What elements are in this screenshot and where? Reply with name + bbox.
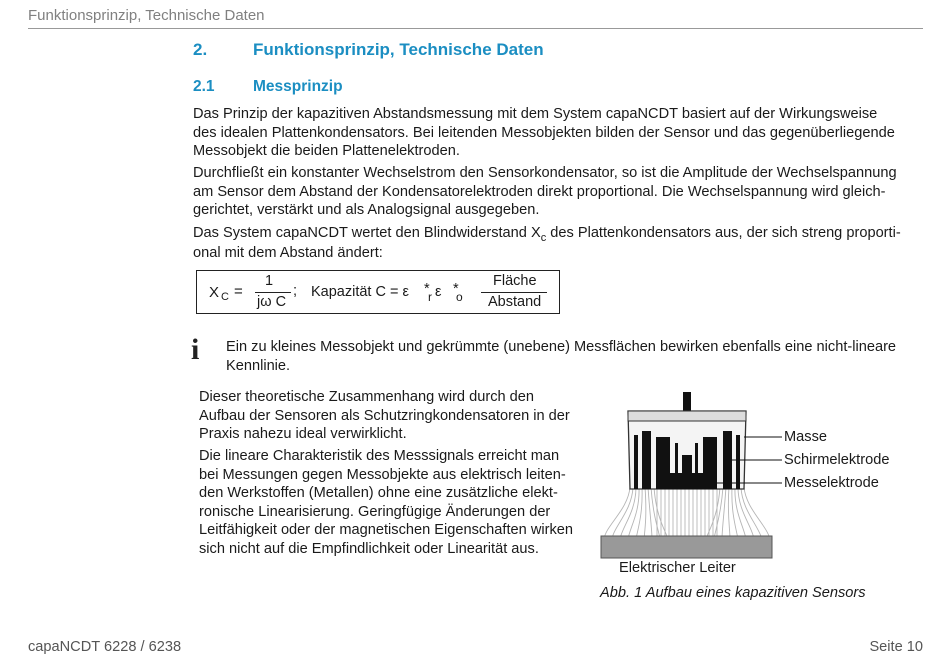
field-lines (604, 487, 770, 539)
header-divider (28, 28, 923, 29)
paragraph-line: Durchfließt ein konstanter Wechselstrom den Sensorkondensator, so ist die Amplitude der Wechselspannung (193, 165, 897, 181)
formula-x: X (209, 284, 220, 301)
info-note-line: Kennlinie. (226, 357, 291, 374)
paragraph-line: des idealen Plattenkondensators. Bei leitenden Messobjekten bilden der Sensor und das gegenüberliegende (193, 124, 895, 141)
formula-fraction2-bar (481, 292, 547, 293)
paragraph-reactance (193, 224, 928, 262)
reactance-text-before: Das System capaNCDT wertet den Blindwiderstand X (193, 225, 541, 241)
label-elektrischer-leiter: Elektrischer Leiter (619, 560, 736, 576)
paragraph-line: ronische Linearisierung. Geringfügige Änderungen der (199, 503, 551, 520)
paragraph-line: Dieser theoretische Zusammenhang wird durch den (199, 389, 535, 405)
conductor-plate (601, 536, 772, 558)
paragraph-line: Leitfähigkeit oder der magnetischen Eigenschaften wirken (199, 522, 573, 538)
formula-fraction1-bar (255, 292, 291, 293)
info-icon: i (191, 333, 200, 366)
formula-fraction1-denominator: jω C (257, 294, 287, 310)
footer-page-number: Seite 10 (869, 639, 923, 655)
paragraph-line: onal mit dem Abstand ändert: (193, 244, 383, 261)
paragraph-line: Praxis nahezu ideal verwirklicht. (199, 426, 407, 442)
formula-epsilon: ε (435, 284, 442, 300)
figure-caption: Abb. 1 Aufbau eines kapazitiven Sensors (600, 585, 866, 601)
paragraph-guard-ring (199, 388, 599, 444)
paragraph-line: gerichtet, verstärkt und als Analogsignal ausgegeben. (193, 202, 540, 218)
formula-epsilon-o-subscript: o (456, 290, 463, 304)
running-header: Funktionsprinzip, Technische Daten (28, 7, 265, 24)
paragraph-plate-capacitor (193, 105, 928, 161)
formula-multiply-1: * (424, 281, 430, 297)
paragraph-linearity (199, 447, 599, 558)
paragraph-line: sich nicht auf die Empfindlichkeit oder Linearität aus. (199, 540, 539, 557)
measuring-electrode (663, 473, 711, 489)
section-number: 2. (193, 40, 208, 59)
paragraph-line: Die lineare Charakteristik des Messsignals erreicht man (199, 448, 560, 464)
paragraph-line (193, 224, 928, 244)
subsection-number: 2.1 (193, 78, 215, 95)
paragraph-line: Das Prinzip der kapazitiven Abstandsmessung mit dem System capaNCDT basiert auf der Wirkungsweise (193, 106, 878, 122)
section-title: Funktionsprinzip, Technische Daten (253, 40, 544, 59)
formula-fraction2-numerator: Fläche (493, 273, 537, 289)
label-messelektrode: Messelektrode (784, 475, 879, 491)
formula-multiply-2: * (453, 281, 459, 297)
housing-top (628, 411, 746, 421)
info-note-line: Ein zu kleines Messobjekt und gekrümmte (unebene) Messflächen bewirken ebenfalls eine nicht-lineare (226, 339, 897, 355)
electrode-stem (682, 455, 692, 475)
formula-fraction1-numerator: 1 (265, 273, 274, 289)
formula-epsilon-r-subscript: r (428, 290, 432, 304)
paragraph-line: Messobjekt die beiden Plattenelektroden. (193, 143, 460, 159)
label-masse: Masse (784, 429, 827, 445)
paragraph-alternating-current (193, 164, 928, 220)
formula-equals: = (234, 283, 243, 300)
sensor-connector (683, 392, 691, 411)
subsection-title: Messprinzip (253, 78, 343, 95)
reactance-subscript: c (540, 232, 547, 244)
reactance-text-after: des Plattenkondensators aus, der sich streng proporti- (546, 225, 901, 241)
footer-product: capaNCDT 6228 / 6238 (28, 639, 182, 655)
formula-box (196, 270, 560, 314)
paragraph-line: am Sensor dem Abstand der Kondensatorelektroden direkt proportional. Die Wechselspannung wird gleich- (193, 183, 886, 200)
paragraph-line: Aufbau der Sensoren als Schutzringkondensatoren in der (199, 407, 570, 424)
label-schirmelektrode: Schirmelektrode (784, 452, 890, 468)
formula-fraction2-denominator: Abstand (488, 294, 542, 310)
formula-capacity-label: Kapazität C = ε (311, 284, 409, 300)
formula-separator: ; (293, 283, 298, 299)
paragraph-line: den Werkstoffen (Metallen) ohne eine zusätzliche elekt- (199, 485, 558, 501)
info-note (226, 338, 896, 375)
paragraph-line: bei Messungen gegen Messobjekte aus elektrisch leiten- (199, 466, 566, 483)
formula-x-subscript: C (221, 291, 229, 303)
